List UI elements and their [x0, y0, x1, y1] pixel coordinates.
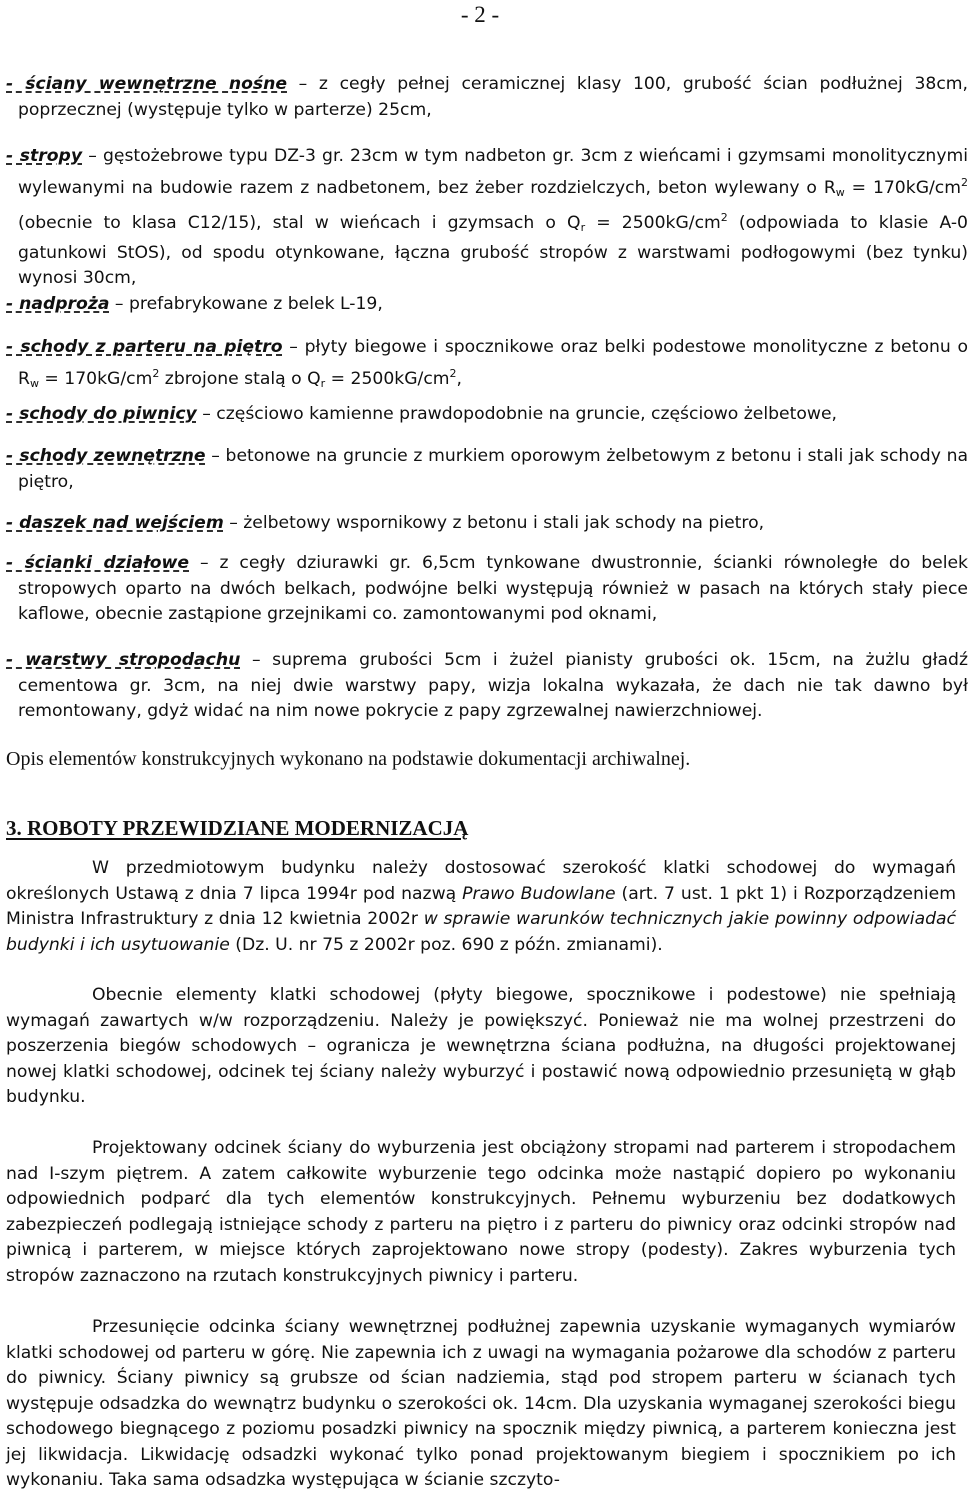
list-item: - schody zewnętrzne – betonowe na gruncie z murkiem oporowym żelbetowym z betonu i stali jak schody na piętro, [6, 446, 968, 492]
item-label: - daszek nad wejściem [6, 513, 224, 533]
page-number: - 2 - [460, 2, 500, 27]
item-label: - stropy [6, 146, 83, 166]
list-item [6, 72, 968, 123]
list-item: - ścianki działowe – z cegły dziurawki gr. 6,5cm tynkowane dwustronnie, ścianki równoległe do belek stropowych oparto na dwóch belkach, podwójne belki występują również w pasach na których stały piece kaflowe, obecnie zastąpione grzejnikami co. zamontowanymi pod oknami, [6, 553, 968, 624]
section-heading: 3. ROBOTY PRZEWIDZIANE MODERNIZACJĄ [6, 816, 469, 840]
list-item: - nadproża – prefabrykowane z belek L-19, [6, 294, 383, 314]
item-label: - schody z parteru na piętro [6, 337, 283, 357]
paragraph: Obecnie elementy klatki schodowej (płyty biegowe, spocznikowe i podestowe) nie spełniają wymagań zawartych w/w rozporządzeniu. Należy je powiększyć. Ponieważ nie ma wolnej przestrzeni do poszerzenia biegów schodowych – ogranicza je wewnętrzna ściana podłużna, na długości projektowanej nowej klatki schodowej, odcinek tej ściany należy wyburzyć i postawić nową odpowiednio przesuniętą w głąb budynku. [6, 985, 956, 1107]
item-text: – z cegły pełnej ceramicznej klasy 100, grubość ścian podłużnej 38cm, poprzecznej (występuje tylko w parterze) 25cm, [18, 74, 968, 120]
list-item: - stropy – gęstożebrowe typu DZ-3 gr. 23cm w tym nadbeton gr. 3cm z wieńcami i gzymsami monolitycznymi wylewanymi na budowie razem z nadbetonem, bez żeber rozdzielczych, beton wylewany o $R_w = 170kG/cm^2$ (obecnie to klasa C12/15), stal w wieńcach i gzymsach o $Q_r = 2500kG/cm^2$ (odpowiada to klasie A-0 gatunkowi StOS), od spodu otynkowane, łączna grubość stropów z warstwami podłogowymi (bez tynku) wynosi 30cm, [6, 146, 968, 288]
item-label: - ścianki działowe [6, 553, 190, 573]
list-item: - daszek nad wejściem – żelbetowy wspornikowy z betonu i stali jak schody na pietro, [6, 513, 765, 533]
item-label: - nadproża [6, 294, 110, 314]
paragraph: Projektowany odcinek ściany do wyburzenia jest obciążony stropami nad parterem i stropodachem nad I-szym piętrem. A zatem całkowite wyburzenie tego odcinka może nastąpić dopiero po wykonaniu odpowiednich podparć dla tych elementów konstrukcyjnych. Pełnemu wyburzeniu bez dodatkowych zabezpieczeń podlegają istniejące schody z parteru na piętro i z parteru do piwnicy oraz odcinki stropów nad piwnicą i parterem, w miejsce których zaprojektowano nowe stropy (podesty). Zakres wyburzenia tych stropów zaznaczono na rzutach konstrukcyjnych piwnicy i parteru. [6, 1138, 956, 1286]
list-item: - schody do piwnicy – częściowo kamienne prawdopodobnie na gruncie, częściowo żelbetowe, [6, 404, 837, 424]
paragraph: W przedmiotowym budynku należy dostosować szerokość klatki schodowej do wymagań określonych Ustawą z dnia 7 lipca 1994r pod nazwą Prawo Budowlane (art. 7 ust. 1 pkt 1) i Rozporządzeniem Ministra Infrastruktury z dnia 12 kwietnia 2002r w sprawie warunków technicznych jakie powinny odpowiadać budynki i ich usytuowanie (Dz. U. nr 75 z 2002r poz. 690 z późn. zmianami). [6, 858, 956, 955]
item-label: - ściany wewnętrzne nośne [6, 74, 288, 94]
item-label: - schody do piwnicy [6, 404, 197, 424]
paragraph: Przesunięcie odcinka ściany wewnętrznej podłużnej zapewnia uzyskanie wymaganych wymiarów klatki schodowej od parteru w górę. Nie zapewnia ich z uwagi na wymagania pożarowe dla schodów z parteru do piwnicy. Ściany piwnicy są grubsze od ścian nadziemia, stąd pod stropem parteru w ścianach tych występuje odsadzka do wewnątrz budynku o szerokości ok. 14cm. Dla uzyskania wymaganej szerokości biegu schodowego biegnącego z poziomu posadzki piwnicy na spocznik między piwnicą, a parterem konieczna jest jej likwidacja. Likwidację odsadzki wykonać tylko ponad projektowanym biegiem i spocznikiem po ich wykonaniu. Taka sama odsadzka występująca w ścianie szczyto- [6, 1317, 956, 1490]
list-item: - warstwy stropodachu – suprema grubości 5cm i żużel pianisty grubości ok. 15cm, na żużlu gładź cementowa gr. 3cm, na niej dwie warstwy papy, wizja lokalna wykazała, że dach nie tak dawno był remontowany, gdyż widać na nim nowe pokrycie z papy zgrzewalnej nawierzchniowej. [6, 650, 968, 721]
item-label: - schody zewnętrzne [6, 446, 206, 466]
list-item: - schody z parteru na piętro – płyty biegowe i spocznikowe oraz belki podestowe monolityczne z betonu o $R_w = 170kG/cm^2$ zbrojone stalą o $Q_r = 2500kG/cm^2$, [6, 337, 968, 390]
item-label: - warstwy stropodachu [6, 650, 241, 670]
archival-note: Opis elementów konstrukcyjnych wykonano na podstawie dokumentacji archiwalnej. [6, 748, 691, 770]
